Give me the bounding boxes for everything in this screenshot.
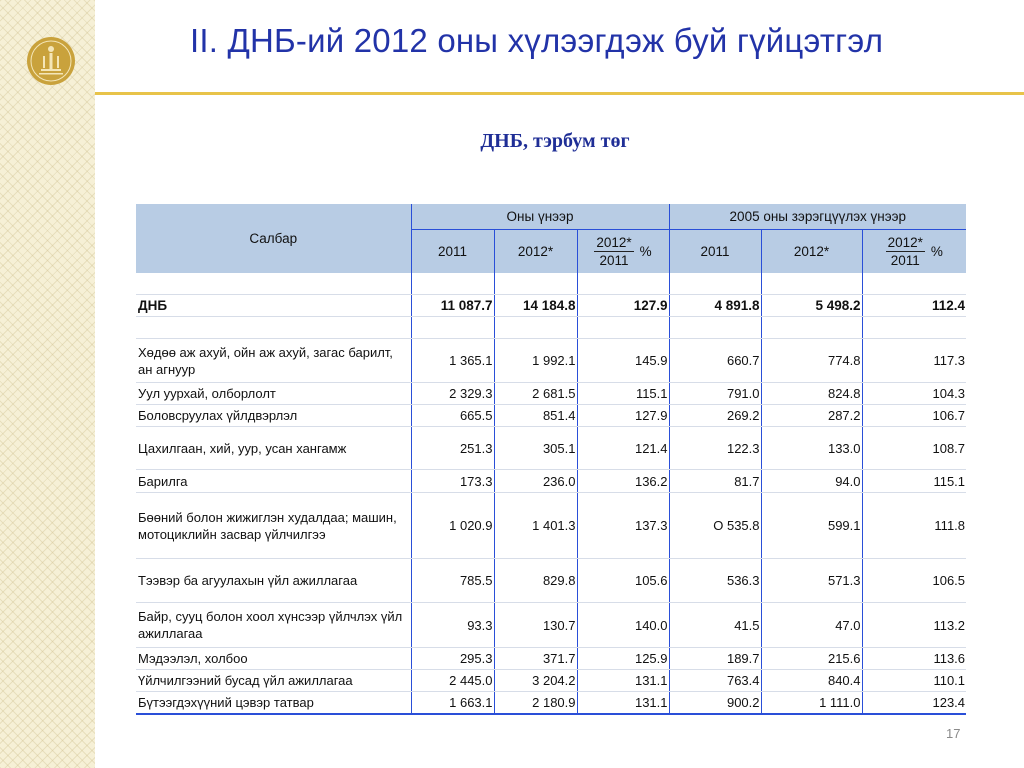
cell-value: 2 180.9 <box>494 692 577 714</box>
row-label: Барилга <box>136 470 411 493</box>
cell-value: 106.5 <box>862 559 966 603</box>
cell-value: 1 365.1 <box>411 339 494 383</box>
cell-value: 236.0 <box>494 470 577 493</box>
table-row <box>136 648 966 670</box>
cell-value: 599.1 <box>761 493 862 559</box>
cell-value: 851.4 <box>494 405 577 427</box>
cell-value: 215.6 <box>761 648 862 670</box>
cell-value: 824.8 <box>761 383 862 405</box>
cell-value: 371.7 <box>494 648 577 670</box>
cell-value: 251.3 <box>411 427 494 470</box>
cell-value: 113.6 <box>862 648 966 670</box>
table-row <box>136 603 966 648</box>
cell-value: 41.5 <box>669 603 761 648</box>
cell-value: 133.0 <box>761 427 862 470</box>
cell-value: 94.0 <box>761 470 862 493</box>
cell-value: 829.8 <box>494 559 577 603</box>
cell-value: 130.7 <box>494 603 577 648</box>
percent-sign: % <box>930 244 943 259</box>
cell-value: 900.2 <box>669 692 761 714</box>
cell-value: 115.1 <box>577 383 669 405</box>
cell-value: 189.7 <box>669 648 761 670</box>
row-label: Уул уурхай, олборлолт <box>136 383 411 405</box>
cell-value: 123.4 <box>862 692 966 714</box>
slide-title: II. ДНБ-ий 2012 оны хүлээгдэж буй гүйцэтгэл <box>190 22 884 59</box>
cell-value: 785.5 <box>411 559 494 603</box>
cell-value: 122.3 <box>669 427 761 470</box>
cell-value: 131.1 <box>577 670 669 692</box>
cell-value: 81.7 <box>669 470 761 493</box>
cell-value: 295.3 <box>411 648 494 670</box>
row-label: Мэдээлэл, холбоо <box>136 648 411 670</box>
cell-value: 305.1 <box>494 427 577 470</box>
gdp-table <box>136 204 966 715</box>
table-row <box>136 559 966 603</box>
col-2012-constant: 2012* <box>761 230 862 274</box>
col-2012-current: 2012* <box>494 230 577 274</box>
cell-value: 105.6 <box>577 559 669 603</box>
row-label: Бүтээгдэхүүний цэвэр татвар <box>136 692 411 714</box>
col-ratio-constant <box>862 230 966 274</box>
cell-value: 127.9 <box>577 405 669 427</box>
cell-value: 115.1 <box>862 470 966 493</box>
cell-value: 287.2 <box>761 405 862 427</box>
table-row <box>136 383 966 405</box>
table-row <box>136 692 966 714</box>
ratio-numerator: 2012* <box>596 235 632 250</box>
row-label: Цахилгаан, хий, уур, усан хангамж <box>136 427 411 470</box>
row-label: ДНБ <box>136 295 411 317</box>
cell-value: 14 184.8 <box>494 295 577 317</box>
col-2011-constant: 2011 <box>669 230 761 274</box>
sector-header: Салбар <box>136 204 411 273</box>
ratio-denominator: 2011 <box>890 253 920 268</box>
ratio-denominator: 2011 <box>599 253 629 268</box>
current-prices-header: Оны үнээр <box>411 204 669 230</box>
cell-value: 145.9 <box>577 339 669 383</box>
cell-value: 173.3 <box>411 470 494 493</box>
table-row <box>136 405 966 427</box>
table-row <box>136 670 966 692</box>
row-label: Хөдөө аж ахуй, ойн аж ахуй, загас барилт, ан агнуур <box>136 339 411 383</box>
row-label: Тээвэр ба агуулахын үйл ажиллагаа <box>136 559 411 603</box>
cell-value: 93.3 <box>411 603 494 648</box>
cell-value: 2 681.5 <box>494 383 577 405</box>
cell-value: 774.8 <box>761 339 862 383</box>
cell-value: 127.9 <box>577 295 669 317</box>
cell-value: 104.3 <box>862 383 966 405</box>
cell-value: 110.1 <box>862 670 966 692</box>
cell-value: 125.9 <box>577 648 669 670</box>
percent-sign: % <box>639 244 652 259</box>
cell-value: 660.7 <box>669 339 761 383</box>
cell-value: 536.3 <box>669 559 761 603</box>
cell-value: 269.2 <box>669 405 761 427</box>
page-number: 17 <box>946 726 961 741</box>
cell-value: 4 891.8 <box>669 295 761 317</box>
table-row <box>136 470 966 493</box>
cell-value: 47.0 <box>761 603 862 648</box>
cell-value: 136.2 <box>577 470 669 493</box>
table-row <box>136 295 966 317</box>
spacer-row <box>136 273 966 295</box>
cell-value: 2 329.3 <box>411 383 494 405</box>
cell-value: 140.0 <box>577 603 669 648</box>
cell-value: 763.4 <box>669 670 761 692</box>
col-2011-current: 2011 <box>411 230 494 274</box>
row-label: Үйлчилгээний бусад үйл ажиллагаа <box>136 670 411 692</box>
cell-value: 571.3 <box>761 559 862 603</box>
cell-value: 1 111.0 <box>761 692 862 714</box>
cell-value: 791.0 <box>669 383 761 405</box>
cell-value: 131.1 <box>577 692 669 714</box>
cell-value: 106.7 <box>862 405 966 427</box>
statistics-emblem-icon <box>26 36 76 86</box>
cell-value: 121.4 <box>577 427 669 470</box>
row-label: Байр, сууц болон хоол хүнсээр үйлчлэх үйл ажиллагаа <box>136 603 411 648</box>
table-row <box>136 339 966 383</box>
cell-value: 1 663.1 <box>411 692 494 714</box>
cell-value: O 535.8 <box>669 493 761 559</box>
constant-prices-header: 2005 оны зэрэгцүүлэх үнээр <box>669 204 966 230</box>
row-label: Боловсруулах үйлдвэрлэл <box>136 405 411 427</box>
cell-value: 11 087.7 <box>411 295 494 317</box>
cell-value: 665.5 <box>411 405 494 427</box>
cell-value: 112.4 <box>862 295 966 317</box>
cell-value: 840.4 <box>761 670 862 692</box>
col-ratio-current <box>577 230 669 274</box>
table-row <box>136 493 966 559</box>
cell-value: 5 498.2 <box>761 295 862 317</box>
table-row <box>136 427 966 470</box>
decorative-side-strip <box>0 0 95 768</box>
cell-value: 2 445.0 <box>411 670 494 692</box>
ratio-numerator: 2012* <box>887 235 923 250</box>
spacer-row <box>136 317 966 339</box>
cell-value: 1 401.3 <box>494 493 577 559</box>
row-label: Бөөний болон жижиглэн худалдаа; машин, мотоциклийн засвар үйлчилгээ <box>136 493 411 559</box>
cell-value: 1 992.1 <box>494 339 577 383</box>
cell-value: 137.3 <box>577 493 669 559</box>
cell-value: 108.7 <box>862 427 966 470</box>
title-underline <box>95 92 1024 95</box>
cell-value: 117.3 <box>862 339 966 383</box>
cell-value: 1 020.9 <box>411 493 494 559</box>
table-caption: ДНБ, тэрбум төг <box>480 130 630 152</box>
cell-value: 111.8 <box>862 493 966 559</box>
cell-value: 113.2 <box>862 603 966 648</box>
cell-value: 3 204.2 <box>494 670 577 692</box>
